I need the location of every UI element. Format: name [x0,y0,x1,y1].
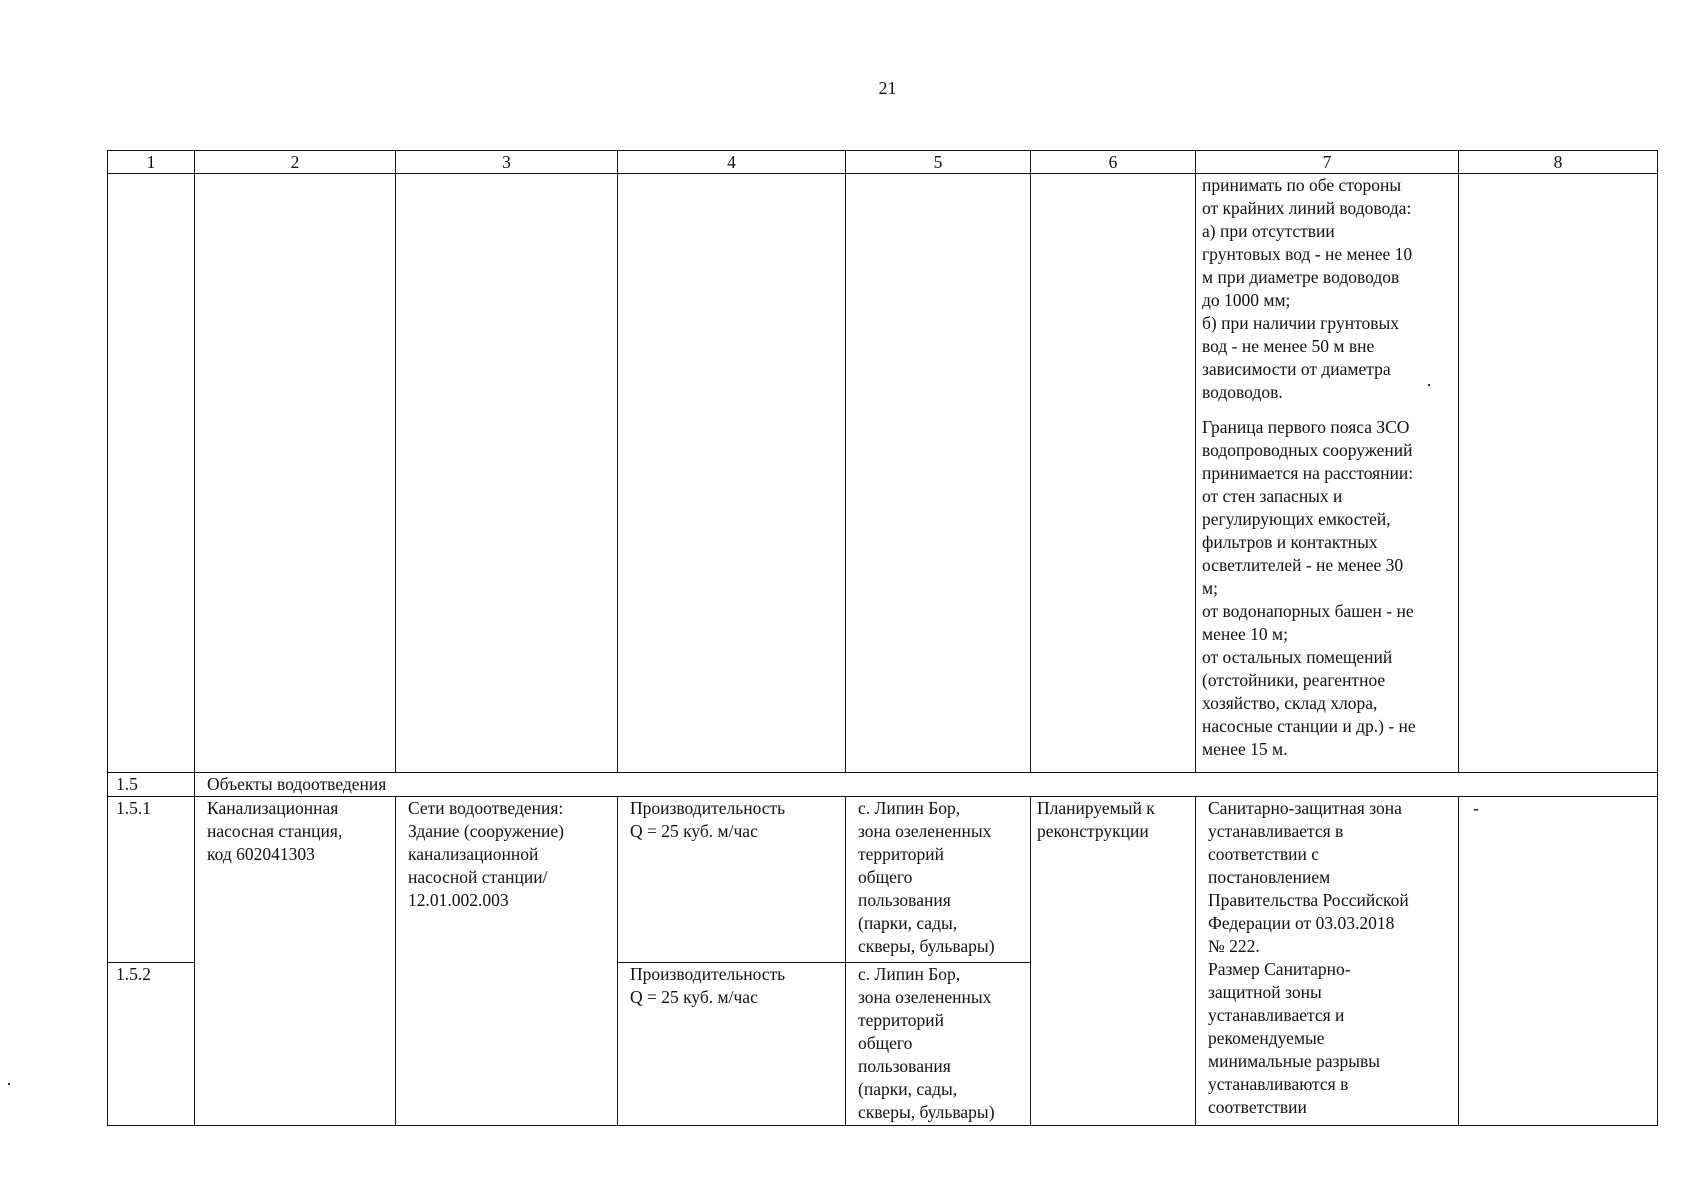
page-number: 21 [878,78,897,98]
water-main-distance-text: принимать по обе стороны от крайних линий водовода: а) при отсутствии грунтовых вод - не менее 10 м при диаметре водоводов до 1000 мм; б) при наличии грунтовых вод - не менее 50 м вне зависимости от диаметра водоводов. [1202,175,1413,402]
object-type: Сети водоотведения: Здание (сооружение) канализационной насосной станции/ 12.01.002.003 [396,797,618,1126]
table-row [108,797,1658,963]
continuation-cell-3 [396,174,618,773]
continuation-cell-8 [1459,174,1658,773]
location: с. Липин Бор, зона озелененных территорий общего пользования (парки, сады, скверы, бульвары) [846,963,1031,1126]
status: Планируемый к реконструкции [1031,797,1196,1126]
section-number: 1.5 [108,773,195,797]
column-header-1: 1 [108,151,195,174]
first-zone-boundary-text: Граница первого пояса ЗСО водопроводных сооружений принимается на расстоянии: от стен запасных и регулирующих емкостей, фильтров и контактных осветлителей - не менее 30 м; от водонапорных башен - не менее 10 м; от остальных помещений (отстойники, реагентное хозяйство, склад хлора, насосные станции и др.) - не менее 15 м. [1202,417,1416,759]
column-header-7: 7 [1196,151,1459,174]
continuation-cell-5 [846,174,1031,773]
column-header-8: 8 [1459,151,1658,174]
column-header-3: 3 [396,151,618,174]
section-title: Объекты водоотведения [195,773,1658,797]
continuation-cell-6 [1031,174,1196,773]
note: - [1459,797,1658,1126]
column-header-4: 4 [618,151,846,174]
section-row [108,773,1658,797]
continuation-cell-7 [1196,174,1459,773]
document-table [107,150,1658,1126]
column-number-row [108,151,1658,174]
sanitary-zone-text: Санитарно-защитная зона устанавливается в соответствии с постановлением Правительства Российской Федерации от 03.03.2018 № 222. Размер Санитарно- защитной зоны устанавливается и рекомендуемые минимальные разрывы устанавливаются в соответствии [1196,797,1459,1126]
location: с. Липин Бор, зона озелененных территорий общего пользования (парки, сады, скверы, бульвары) [846,797,1031,963]
column-header-2: 2 [195,151,396,174]
scan-mark [8,1083,10,1085]
capacity: Производительность Q = 25 куб. м/час [618,797,846,963]
continuation-row [108,174,1658,773]
capacity: Производительность Q = 25 куб. м/час [618,963,846,1126]
row-number: 1.5.2 [108,963,195,1126]
continuation-cell-1 [108,174,195,773]
continuation-cell-2 [195,174,396,773]
object-name: Канализационная насосная станция, код 602041303 [195,797,396,1126]
continuation-cell-4 [618,174,846,773]
column-header-6: 6 [1031,151,1196,174]
scan-mark [1428,384,1430,386]
row-number: 1.5.1 [108,797,195,963]
column-header-5: 5 [846,151,1031,174]
